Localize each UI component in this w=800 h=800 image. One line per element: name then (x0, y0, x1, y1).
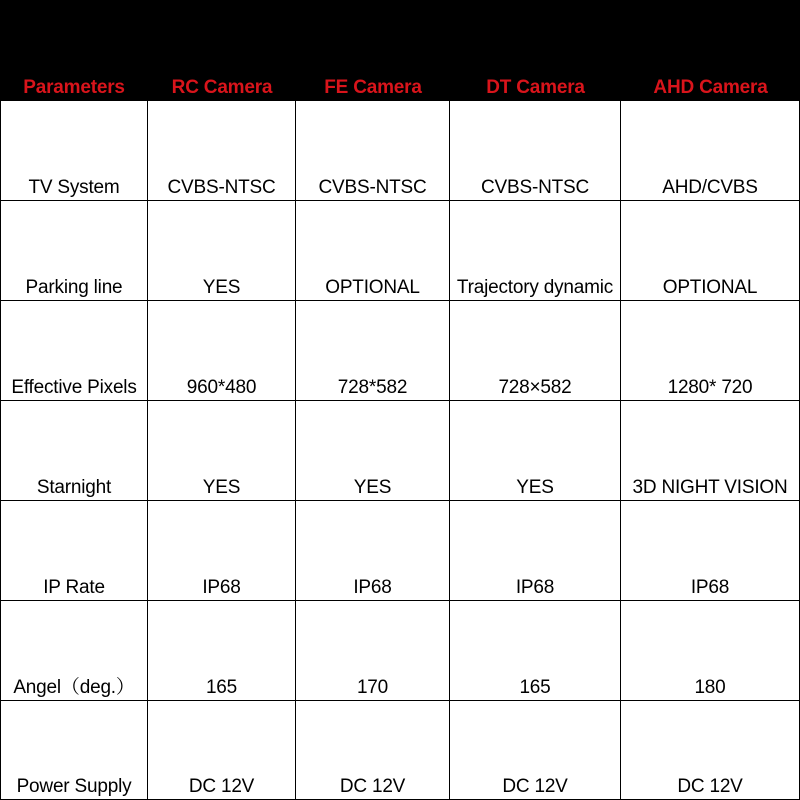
header-cell-ahd-camera: AHD Camera (653, 77, 768, 98)
table-cell: 165 (450, 601, 621, 701)
table-cell: 170 (296, 601, 450, 701)
table-cell: DC 12V (621, 701, 800, 800)
table-cell: Trajectory dynamic (450, 201, 621, 301)
header-cell-rc-camera: RC Camera (171, 77, 273, 98)
table-cell: YES (296, 401, 450, 501)
table-cell: YES (450, 401, 621, 501)
row-label-ip-rate: IP Rate (0, 501, 148, 601)
row-label-tv-system: TV System (0, 101, 148, 201)
table-cell: 960*480 (148, 301, 296, 401)
table-cell: YES (148, 401, 296, 501)
table-cell: DC 12V (148, 701, 296, 800)
row-label-parking-line: Parking line (0, 201, 148, 301)
header-cell-fe-camera: FE Camera (324, 77, 422, 98)
table-cell: OPTIONAL (296, 201, 450, 301)
table-cell: 1280* 720 (621, 301, 800, 401)
table-cell: 180 (621, 601, 800, 701)
table-cell: AHD/CVBS (621, 101, 800, 201)
row-label-effective-pixels: Effective Pixels (0, 301, 148, 401)
table-cell: CVBS-NTSC (148, 101, 296, 201)
row-label-starnight: Starnight (0, 401, 148, 501)
header-cell-parameters: Parameters (23, 77, 125, 98)
header-cell-dt-camera: DT Camera (486, 77, 585, 98)
row-label-angel: Angel（deg.） (0, 601, 148, 701)
row-label-power-supply: Power Supply (0, 701, 148, 800)
table-cell: 728*582 (296, 301, 450, 401)
table-cell: IP68 (450, 501, 621, 601)
table-cell: IP68 (296, 501, 450, 601)
table-cell: YES (148, 201, 296, 301)
table-cell: CVBS-NTSC (296, 101, 450, 201)
table-cell: CVBS-NTSC (450, 101, 621, 201)
table-cell: DC 12V (296, 701, 450, 800)
table-cell: DC 12V (450, 701, 621, 800)
table-cell: OPTIONAL (621, 201, 800, 301)
table-cell: 728×582 (450, 301, 621, 401)
table-cell: 165 (148, 601, 296, 701)
table-cell: IP68 (621, 501, 800, 601)
table-cell: IP68 (148, 501, 296, 601)
table-cell: 3D NIGHT VISION (621, 401, 800, 501)
